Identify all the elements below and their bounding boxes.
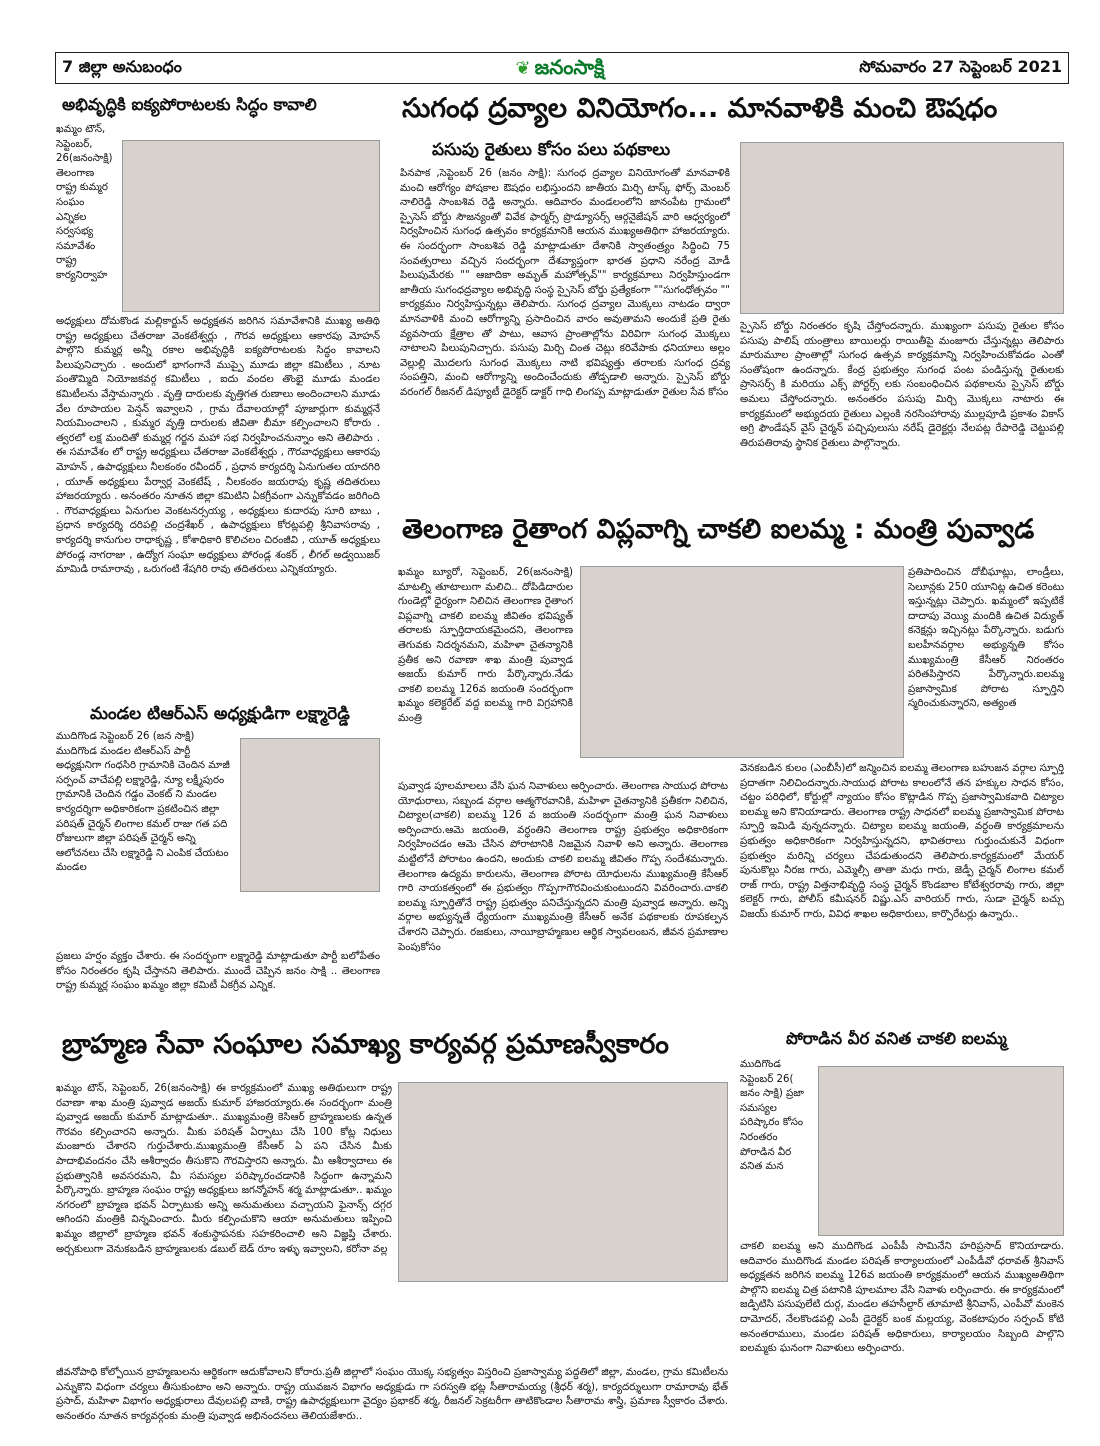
article-f-photo [818,1066,1064,1236]
leaf-icon: ❦ [515,58,531,79]
article-e-photo [398,1082,728,1282]
article-a-narrow-text: ఖమ్మం టౌన్, సెప్టెంబర్, 26(జనంసాక్షి) తెలంగాణ రాష్ట్ర కుమ్మర సంఘం ఎన్నికల సర్వసభ్య సమావేశం రాష్ట్ర కార్యనిర్వాహ [56,124,113,281]
article-a-headline: అభివృద్ధికి ఐక్యపోరాటలకు సిద్ధం కావాలి [62,96,317,114]
page-label: 7 జిల్లా అనుబంధం [62,57,182,76]
article-c-body: పినపాక ,సెప్టెంబర్ 26 (జనం సాక్షి): సుగంధ ద్రవ్యాల వినియోగంతో మానవాళికి మంచి ఆరోగ్యం పోషకాల ఔషధం లభిస్తుందని జాతీయ మిర్చి టాస్క్ ఫోర్స్ మెంబర్ నాలిరెడ్డి సాంబశివ రెడ్డి అన్నారు. ఆదివారం మండలంలోని జానంపేట గ్రామంలో స్పైసెస్ బోర్డు సౌజన్యంతో వివేక ఫార్మర్స్ ప్రొడ్యూసర్స్ ఆర్గనైజేషన్ వారి ఆధ్వర్యంలో నిర్వహించిన సుగంధ ఉత్సవం కార్యక్రమానికి ఆయన ముఖ్యఅతిథిగా హాజరయ్యారు. ఈ సందర్భంగా సాంబశివ రెడ్డి మాట్లాడుతూ దేశానికి స్వాతంత్ర్యం సిద్ధించి 75 సంవత్సరాలు వచ్చిన సందర్భంగా దేశవ్యాప్తంగా భారత ప్రధాని నరేంద్ర మోడీ పిలుపుమేరకు "" ఆజాదికా అమృత్ మహోత్సవ్"" కార్యక్రమాలు నిర్వహిస్తుండగా జాతీయ సుగంధద్రవ్యాల అభివృద్ధి సంస్థ స్పైసెస్ బోర్డు ప్రత్యేకంగా ""సుగంధోత్సవం "" కార్యక్రమం నిర్వహిస్తున్నట్లు తెలిపారు. సుగంధ ద్రవ్యాల మొక్కలు నాటడం ద్వారా మానవాళికి మంచి ఆరోగ్యాన్ని ప్రసాదించిన వారం అవుతామని అందుకే ప్రతి రైతు వ్యవసాయ క్షేత్రాల తో పాటు, ఆవాస ప్రాంతాల్లోను విరివిగా సుగంధ మొక్కలు నాటాలని పిలుపునిచ్చారు. పసుపు మిర్చి చింత చెట్లు కరివేపాకు ధనియాలు అల్లం వెల్లుల్లి మొదలగు సుగంధ మొక్కలు నాటి భవిష్యత్తు తరాలకు సుగంధ ద్రవ్య సంపత్తిని, మంచి ఆరోగ్యాన్ని అందించేందుకు తోడ్పడాలి అన్నారు. స్పైసెస్ బోర్డు వరంగల్ రీజనల్ డిప్యూటీ డైరెక్టర్ డాక్టర్ గాధి లింగప్ప మాట్లాడుతూ రైతుల సేవ కోసం [400,168,730,398]
article-e-headline: బ్రాహ్మణ సేవా సంఘాల సమాఖ్య కార్యవర్గ ప్రమాణస్వీకారం [62,1030,669,1060]
portrait-photo [240,738,380,892]
article-c-headline: సుగంధ ద్రవ్యాల వినియోగం... మానవాళికి మంచి ఔషధం [402,94,998,124]
article-b-headline: మండల టిఆర్ఎస్ అధ్యక్షుడిగా లక్ష్మారెడ్డి [90,705,350,724]
article-d-left-column: ఖమ్మం బ్యూరో, సెప్టెంబర్, 26(జనంసాక్షి) మాటల్ని తూటాలుగా మలిచి.. దోపిడిదారుల గుండెల్లో ధైర్యంగా నిలిచిన తెలంగాణ రైతాంగ విప్లవాగ్ని చాకలి ఐలమ్మ జీవితం భవిష్యత్ తరాలకు స్ఫూర్తిదాయకమైందని, తెలంగాణ తెగువకు నిదర్శనమని, మహిళా చైతన్యానికి ప్రతీక అని రవాణా శాఖ మంత్రి పువ్వాడ అజయ్ కుమార్ గారు పేర్కొన్నారు.నేడు చాకలి ఐలమ్మ 126వ జయంతి సందర్భంగా ఖమ్మం కలెక్టరేట్ వద్ద ఐలమ్మ గారి విగ్రహానికి మంత్రి [398,567,573,724]
issue-date: సోమవారం 27 సెప్టెంబర్ 2021 [859,57,1062,76]
article-b-narrow-text: ముదిగొండ సెప్టెంబర్ 26 (జన సాక్షి) ముదిగొండ మండల టిఆర్ఎస్ పార్టీ అధ్యక్షునిగా గంధసిరి గ్రామానికి చెందిన మాజీ సర్పంచ్ వాచేపల్లి లక్ష్మారెడ్డి, న్యూ లక్ష్మీపురం గ్రామానికి చెందిన గడ్డం వెంకట్ ని మండల కార్యదర్శిగా అధికారికంగా ప్రకటించిన జిల్లా పరిషత్ చైర్మన్ లింగాల కమల్ రాజు గత పది రోజులుగా జిల్లా పరిషత్ చైర్మన్ అన్ని ఆలోచనలు చేసి లక్ష్మారెడ్డి ని ఎంపిక చేయటం మండల [56,731,230,874]
article-d-right-column: ప్రతిపాదించిన దోబీఘాట్లు, లాండ్రీలు, సెలూన్లకు 250 యూనిట్ల ఉచిత కరెంటు ఇస్తున్నట్లు చెప్పారు. ఖమ్మంలో ఇప్పటికే దాదాపు వెయ్యి మందికి ఉచిత విద్యుత్ కనెక్షన్లు ఇచ్చినట్లు పేర్కొన్నారు. బడుగు బలహీనవర్గాల అభ్యున్నతి కోసం ముఖ్యమంత్రి కేసీఆర్ నిరంతరం పరితపిస్తారని పేర్కొన్నారు.ఐలమ్మ ప్రజాస్వామిక పోరాట స్ఫూర్తిని స్మరించుకున్నారని, అత్యంత [908,567,1064,710]
article-c-subhead: పసుపు రైతులు కోసం పలు పథకాలు [432,140,671,160]
article-d-headline: తెలంగాణ రైతాంగ విప్లవాగ్ని చాకలి ఐలమ్మ : మంత్రి పువ్వాడ [402,515,1035,545]
article-d-bottom-left: పువ్వాడ పూలమాలలు వేసి ఘన నివాళులు అర్పించారు. తెలంగాణ సాయుధ పోరాట యోధురాలు, సబ్బండ వర్గాల ఆత్మగౌరవానికి, మహిళా చైతన్యానికి ప్రతీకగా నిలిచిన, చిట్యాల(చాకలి) ఐలమ్మ 126 వ జయంతి సందర్భంగా మంత్రి ఘన నివాళులు అర్పించారు.ఆమె జయంతి, వర్ధంతిని తెలంగాణ రాష్ట్ర ప్రభుత్వం అధికారికంగా నిర్వహించడం ఆమె చేసిన పోరాటానికి నిజమైన నివాళి అని అన్నారు. తెలంగాణ మట్టిలోనే పోరాటం ఉందని, అందుకు చాకలి ఐలమ్మ జీవితం గొప్ప సందేశమన్నారు. తెలంగాణ ఉద్యమ కారులను, తెలంగాణ పోరాట యోధులను ముఖ్యమంత్రి కేసీఆర్ గారి నాయకత్వంలో ఈ ప్రభుత్వం గొప్పగాగౌరవించుకుంటుందని వివరించారు.చాకలి ఐలమ్మ స్ఫూర్తితోనే రాష్ట్ర ప్రభుత్వం పనిచేస్తున్నదని మంత్రి పువ్వాడ అన్నారు. అన్ని వర్గాల అభ్యున్నతే ధ్యేయంగా ముఖ్యమంత్రి కేసీఆర్ అనేక పథకాలకు రూపకల్పన చేశారని చెప్పారు. రజకులు, నాయీబ్రాహ్మణుల ఆర్థిక స్వావలంబన, జీవన ప్రమాణాల పెంపుకోసం [398,781,728,953]
article-d-photo [580,566,904,758]
article-f-narrow-text: ముదిగొండ సెప్టెంబర్ 26( జనం సాక్షి) ప్రజా సమస్యల పరిష్కారం కోసం నిరంతరం పోరాడిన వీర వనిత మన [740,1059,804,1173]
article-e-bottom: జీవనోపాధి కోల్పోయిన బ్రాహ్మణులను ఆర్థికంగా ఆదుకోవాలని కోరారు.ప్రతీ జిల్లాలో సంఘం యొక్క సభ్యత్వం విస్తరించి ప్రజాస్వామ్య పద్ధతిలో జిల్లా, మండల, గ్రామ కమిటీలను ఎన్నుకొని విధంగా చర్యలు తీసుకుంటాం అని అన్నారు. రాష్ట్ర యువజన విభాగం అధ్యక్షుడు గా సరస్వతి భట్ల సీతారామయ్య (శ్రీధర్ శర్మ), కార్యదర్శులుగా రామారావు భేత్ ప్రసాద్, మహిళా విభాగం అధ్యక్షురాలు దేవులపల్లి వాణి, రాష్ట్ర ఉపాధ్యక్షులుగా వైద్యం ప్రభాకర్ శర్మ, రీజనల్ సెక్రటరీగా తాటికొండాల సీతారామ శాస్త్రి, ప్రమాణ స్వీకారం చేశారు. అనంతరం నూతన కార్యవర్గంకు మంత్రి పువ్వాడ అభినందనలు తెలియజేశారు.. [56,1367,728,1422]
article-a-photo [122,140,380,312]
article-c-body-right: స్పైసెస్ బోర్డు నిరంతరం కృషి చేస్తోందన్నారు. ముఖ్యంగా పసుపు రైతుల కోసం పసుపు పాలిష్ యంత్రాలు బాయిలర్లు రాయితీపై మంజూరు చేస్తున్నట్లు తెలిపారు మారుమూల ప్రాంతాల్లో సుగంధ ఉత్సవ కార్యక్రమాన్ని నిర్వహించుకోవడం ఎంతో సంతోషంగా ఉందన్నారు. కేంద్ర ప్రభుత్వం సుగంధ పంట పండిస్తున్న రైతులకు ప్రాసెసర్స్ కి మరియు ఎక్స్ పోర్టర్స్ లకు సంబంధించిన పథకాలను స్పైసెస్ బోర్డు అమలు చేస్తోందన్నారు. అనంతరం పసుపు మిర్చి మొక్కలు నాటారు ఈ కార్యక్రమంలో అభ్యుదయ రైతులు ఎల్లంకి నరసింహారావు ముల్లపూడి ప్రకాశం వికాస్ అగ్రి ఫౌండేషన్ వైస్ చైర్మన్ పచ్చిపులుసు నరేష్ డైరెక్టర్లు నేలపట్ల రేపారెడ్డి చెట్టుపల్లి తిరుపతిరావు స్థానిక రైతులు పాల్గొన్నారు. [740,321,1064,449]
article-c-photo [740,142,1064,314]
article-b-body: ప్రజలు హర్షం వ్యక్తం చేశారు. ఈ సందర్భంగా లక్ష్మారెడ్డి మాట్లాడుతూ పార్టీ బలోపేతం కోసం నిరంతరం కృషి చేస్తానని తెలిపారు. ముందే చెప్పిన జనం సాక్షి .. తెలంగాణ రాష్ట్ర కుమ్మర్ల సంఘం ఖమ్మం జిల్లా కమిటీ ఏకగ్రీవ ఎన్నిక. [56,951,380,992]
article-f-headline: పోరాడిన వీర వనిత చాకలి ఐలమ్మ [786,1030,1007,1048]
article-d-bottom-right: వెనకబడిన కులం (ఎంబీసీ)లో జన్మించిన ఐలమ్మ తెలంగాణ బహుజన వర్గాల స్ఫూర్తి ప్రదాతగా నిలిచిందన్నారు.సాయుధ పోరాట కాలంలోనే తన హక్కుల సాధన కోసం, చట్టం పరిధిలో, కోర్టుల్లో న్యాయం కోసం కొట్లాడిన గొప్ప ప్రజాస్వామికవాది చిట్యాల ఐలమ్మ అని కొనియాడారు. తెలంగాణ రాష్ట్ర సాధనలో ఐలమ్మ ప్రజాస్వామిక పోరాట స్ఫూర్తి ఇమిడి వున్నదన్నారు. చిట్యాల ఐలమ్మ జయంతి, వర్ధంతి కార్యక్రమాలను ప్రభుత్వం అధికారికంగా నిర్వహిస్తున్నదని, భావితరాలు గుర్తుంచుకునే విధంగా ప్రభుత్వం మరిన్ని చర్యలు చేపడుతుందని తెలిపారు.కార్యక్రమంలో మేయర్ పునుకొల్లు నీరజ గారు, ఎమ్మెల్సీ తాతా మధు గారు, జెడ్పీ చైర్మన్ లింగాల కమల్ రాజ్ గారు, రాష్ట్ర విత్తనాభివృద్ధి సంస్థ చైర్మన్ కొండబాల కోటేశ్వరరావు గారు, జిల్లా కలెక్టర్ గారు, పోలీస్ కమీషనర్ విష్ణు.ఎస్ వారియర్ గారు, సుడా చైర్మన్ బచ్చు విజయ్ కుమార్ గారు, వివిధ శాఖల అధికారులు, కార్పొరేటర్లు ఉన్నారు.. [740,763,1064,920]
newspaper-logo [480,52,640,84]
logo-text: జనంసాక్షి [534,55,605,79]
article-e-left-column: ఖమ్మం టౌన్, సెప్టెంబర్, 26(జనంసాక్షి) ఈ కార్యక్రమంలో ముఖ్య అతిథులుగా రాష్ట్ర రవాణా శాఖ మంత్రి పువ్వాడ అజయ్ కుమార్ హాజరయ్యారు.ఈ సందర్భంగా మంత్రి పువ్వాడ అజయ్ కుమార్ మాట్లాడుతూ.. ముఖ్యమంత్రి కెసిఆర్ బ్రాహ్మణులకు ఉన్నత గౌరవం కల్పించారని అన్నారు. మీకు పరిషత్ ఏర్పాటు చేసి 100 కోట్ల నిధులు మంజూరు చేశారని గుర్తుచేశారు.ముఖ్యమంత్రి కేసీఆర్ ఏ పని చేసిన మీకు పాదాభివందనం చేసి ఆశీర్వాదం తీసుకొని గౌరవిస్తారని అన్నారు. మీ ఆశీర్వాదాలు ఈ ప్రభుత్వానికి అవసరమని, మీ సమస్యల పరిష్కారంచడానికి సిద్ధంగా ఉన్నామని పేర్కొన్నారు. బ్రాహ్మణ సంఘం రాష్ట్ర అధ్యక్షులు జగన్మోహన్ శర్మ మాట్లాడుతూ.. ఖమ్మం నగరంలో బ్రాహ్మణ భవన్ ఏర్పాటుకు అన్ని అనుమతులు వచ్చాయని ఫైనాన్స్ దగ్గర ఆగిందని మంత్రికి విన్నవించారు. మీరు కల్పించుకొని ఆయా అనుమతులు ఇప్పించి ఖమ్మం జిల్లాలో బ్రాహ్మణ భవన్ శంకుస్థాపనకు సహకరించాలి అని విజ్ఞప్తి చేశారు. అర్చకులుగా వెనుకబడిన బ్రాహ్మణులకు డబుల్ బెడ్ రూం ఇళ్ళు ఇవ్వాలని, కరోనా వల్ల [56,1083,392,1255]
article-f-body: చాకలి ఐలమ్మ అని ముదిగొండ ఎంపీపీ సామినేని హరిప్రసాద్ కొనియాడారు. ఆదివారం ముదిగొండ మండల పరిషత్ కార్యాలయంలో ఎంపీడీవో ధరావత్ శ్రీనివాస్ అధ్యక్షతన జరిగిన ఐలమ్మ 126వ జయంతి కార్యక్రమంలో ఆయన ముఖ్యఅతిథిగా పాల్గొని ఐలమ్మ చిత్ర పటానికి పూలమాల వేసి నివాళు లర్పించారు. ఈ కార్యక్రమంలో జడ్పిటిసి పసుపులేటి దుర్గ, మండల తహసీల్దార్ తూమాటి శ్రీనివాస్, ఎంపీవో మంకెన దామోదర్, నేలకొండపల్లి ఎంపీ డైరెక్టర్ బంక మల్లయ్య, వెంకటాపురం సర్పంచ్ కోటి అనంతరాములు, మండల పరిషత్ అధికారులు, కార్యాలయం సిబ్బంది పాల్గొని ఐలమ్మకు ఘనంగా నివాళులు అర్పించారు. [740,1241,1064,1355]
article-a-body: అధ్యక్షులు దోమకొండ మల్లికార్జున్ అధ్యక్షతన జరిగిన సమావేశానికి ముఖ్య అతిథి రాష్ట్ర అధ్యక్షులు చేతరాజు వెంకటేశ్వర్లు , గౌరవ అధ్యక్షులు ఆకారపు మోహన్ పాల్గొని కుమ్మర్ల అన్నీ రకాల అభివృద్ధికి ఐక్యపోరాటలకు సిద్ధం కావాలని పిలుపునిచ్చారు . అందులో భాగంగానే ముప్పై మూడు జిల్లా కమిటీలు , నూట పంతొమ్మిది నియోజకవర్గ కమిటీలు , ఐదు వందల తొంభై మూడు మండల కమిటీలను వేస్తామన్నారు . వృత్తి దారులకు వృత్తిగత రుణాలు అందించాలని మూడు వేల రూపాయల పెన్షన్ ఇవ్వాలని , గ్రామ దేవాలయాల్లో పూజార్లుగా కుమ్మర్లనే నియమించాలని , కుమ్మర వృత్తి దారులకు జీవితా బీమా కల్పించాలని కోరారు . త్వరలో లక్ష మందితో కుమ్మర్ల గర్జన మహా సభ నిర్వహించనున్నాం అని తెలిపారు . ఈ సమావేశం లో రాష్ట్ర అధ్యక్షులు చేతరాజు వెంకటేశ్వర్లు , గౌరవాధ్యక్షులు ఆకారపు మోహన్ , ఉపాధ్యక్షులు నీలకంఠం రవీందర్ , ప్రధాన కార్యదర్శి ఏనుగుతల యాదగిరి , యూత్ అధ్యక్షులు పేర్వార్ల వెంకటేష్ , నీలకంఠం జయరాపు కృష్ణ తదితరులు హాజరయ్యారు . అనంతరం నూతన జిల్లా కమిటిని ఏకగ్రీవంగా ఎన్నుకోవడం జరిగింది . గౌరవాధ్యక్షులు ఏనుగుల వెంకటనర్సయ్య , అధ్యక్షులు కుదారపు సూరి బాబు , ప్రధాన కార్యదర్శి దరిపల్లి చంద్రశేఖర్ , ఉపాధ్యక్షులు కోరట్లపల్లి శ్రీనివాసరావు , కార్యదర్శి కానుగుల రాధాకృష్ణ , కోశాధికారి కొలిచలం చిరంజీవి , యూత్ అధ్యక్షులు పోరండ్ల నాగరాజు , ఉద్యోగ సంఘా అధ్యక్షులు పోరండ్ల శంకర్ , లీగల్ అడ్వయిజర్ మామిడి రామారావు , ఒరుగంటి శేషగిరి రావు తదితరులు ఎన్నికయ్యారు. [56,316,380,576]
